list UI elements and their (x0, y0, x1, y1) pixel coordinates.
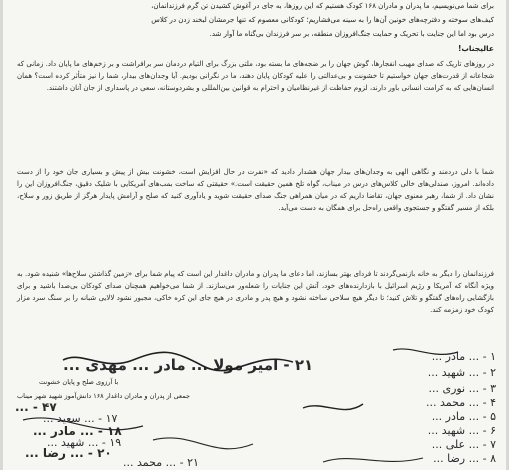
letter-line-3: درس بود اما این جنایت با تحریک و حمایت جنگ‌افروزان منطقه، بر سر فرزندان بی‌گناه ما آوار شد. (209, 30, 494, 38)
footer-line: جمعی از پدران و مادران داغدار ۱۶۸ دانش‌آموز شهید شهر میناب (17, 392, 190, 400)
closing-line: با آرزوی صلح و پایان خشونت (39, 378, 119, 386)
right-signature-5: ۵ - ... مادر ... (431, 410, 496, 423)
left-signature-1: ۴۷ - ... (15, 400, 57, 414)
right-signature-1: ۱ - ... مادر ... (431, 350, 496, 363)
left-signature-6: ۲۱ - ... محمد ... (123, 456, 199, 469)
left-signature-3: ۱۸ - ... مادر ... (33, 424, 122, 438)
right-signature-6: ۶ - ... شهید ... (427, 424, 496, 437)
left-signature-5: ۲۰ - ... رضا ... (25, 446, 112, 460)
right-signature-4: ۴ - ... محمد ... (426, 396, 496, 409)
letter-paragraph-4: فرزندانمان را دیگر به خانه بازنمی‌گردند تا فردای بهتر بسازند، اما دعای ما پدران و مادران داغدار این است که پیام شما برای «زمین گذاشتن سلاح‌ها» شنیده شود. به ویژه آنگاه که آمریکا و رژیم اسرائیل با بازدارنده‌های خود، آتش این جنایات را شعله‌ور می‌سازند. از شما می‌خواهیم همچنان صدای کودکان بی‌صدا باشید و برای بازگشایی راه‌های گفتگو و تلاش کنید؛ تا دیگر هیچ سلاحی ساخته نشود و هیچ پدر و مادری در هیچ جای این کره خاکی، مجبور نشود لالایی شبانه را بر سنگ سرد مزار کودک خود زمزمه کند. (17, 270, 494, 314)
letter-paragraph-3: شما با دلی دردمند و نگاهی الهی به وجدان‌های بیدار جهان هشدار دادید که «نفرت در حال افزایش است، خشونت بیش از پیش و بسیاری جان خود را از دست داده‌اند. امروز، صندلی‌های خالی کلاس‌های درس در میناب، گواه تلخ همین حقیقت است.» حقیقتی که ساخت بمب‌های آمریکایی با شلیک دقیق، جنگ‌افروزان این را نشان داد. از شما، رهبر معنوی جهان، تقاضا داریم که در میان همراهی جنگ صدای حقیقت شوید و یادآوری کنید که صلح و آرامش پایدار هرگز از طریق زور و سلاح، بلکه از مسیر گفتگو و جستجوی واقعی راه‌حل برای همگان به دست می‌آید. (17, 168, 494, 212)
letter-paragraph-2: در روزهای تاریک که صدای مهیب انفجارها، گوش جهان را بر ضجه‌های ما بسته بود، ملتی بزرگ برای التیام دردمان سر برافراشت و بر زخم‌های ما پایان داد. زمانی که شجاعانه از قدرت‌های جهان خواستیم تا خشونت و بی‌عدالتی را علیه کودکان پایان دهند، ما در نگرانی بودیم. آیا وجدان‌های بیدار، شما را نیز متأثر کرده است؟ همان انسان‌هایی که به کرامت انسانی باور دارند، لزوم حفاظت از غیرنظامیان و احترام به قوانین بین‌المللی و بشردوستانه، سعی در پاسداری از جان آنان داشتند. (17, 60, 494, 92)
right-signature-7: ۷ - ... علی ... (431, 438, 496, 451)
letter-line-1: برای شما می‌نویسیم، ما پدران و مادران ۱۶۸ کودک هستیم که این روزها، به جای در آغوش کشیدن تن گرم فرزندانمان، (151, 2, 494, 10)
right-signature-3: ۳ - ... نوری ... (428, 382, 496, 395)
right-signature-8: ۸ - ... رضا ... (433, 452, 496, 465)
left-signature-2: ۱۷ - ... سعید ... (43, 412, 118, 425)
right-signature-2: ۲ - ... شهید ... (427, 366, 496, 379)
letter-line-2: کیف‌های سوخته و دفترچه‌های خونین آن‌ها را به سینه می‌فشاریم؛ کودکانی معصوم که تنها جرمشان لبخند زدن در کلاس (151, 16, 494, 24)
left-signature-4: ۱۹ - ... شهید ... (47, 436, 122, 449)
top-signature: ۲۱ - امیر مولا ... مادر ... مهدی ... (63, 356, 314, 374)
letter-page (3, 0, 506, 470)
letter-salutation: عالیجناب! (457, 44, 494, 53)
